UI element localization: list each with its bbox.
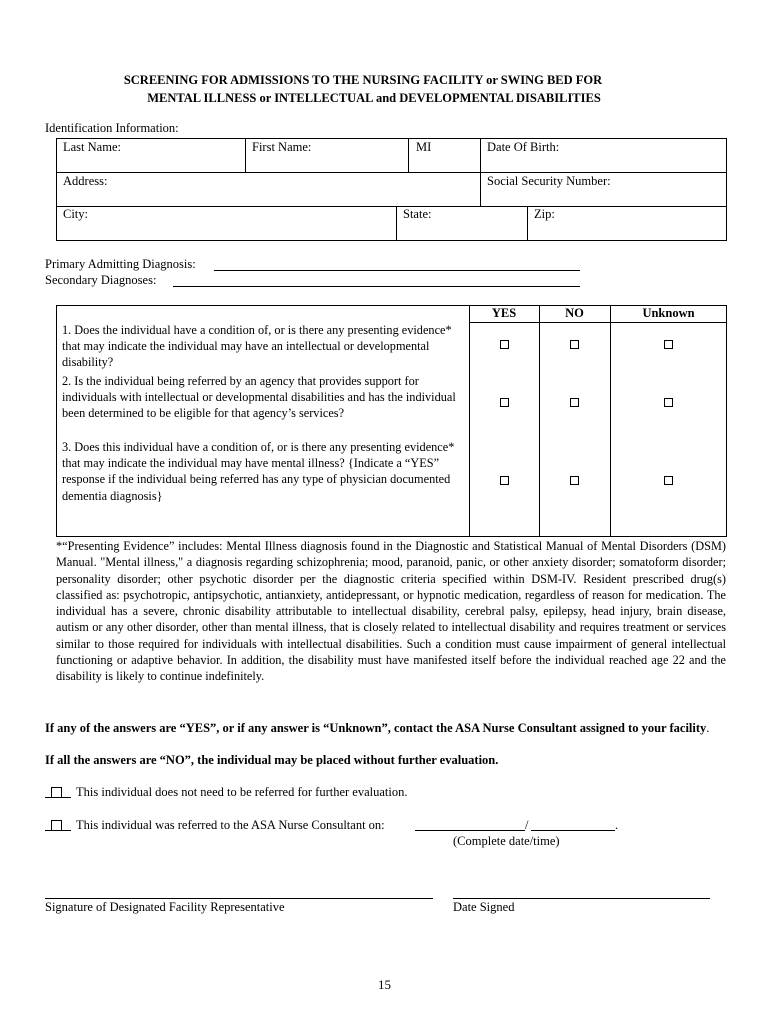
referred-checkbox[interactable]: [51, 820, 62, 831]
secondary-diagnosis-label: Secondary Diagnoses:: [45, 273, 157, 287]
date-signed-line[interactable]: [453, 898, 710, 899]
q2-yes-checkbox[interactable]: [500, 398, 509, 407]
title-line-1: SCREENING FOR ADMISSIONS TO THE NURSING FACILITY or SWING BED FOR: [123, 73, 603, 87]
signature-line[interactable]: [45, 898, 433, 899]
presenting-evidence-note: *“Presenting Evidence” includes: Mental Illness diagnosis found in the Diagnostic and Statistical Manual of Mental Disorders (DSM) Manual. "Mental illness," a diagnosis regarding schizophrenia; mood, paranoid, panic, or other anxiety disorder; somatoform disorder; personality disorder; other psychotic disorder per the diagnostic criteria specified within DSM-IV. Resident prescribed drug(s) classified as: psychotropic, antipsychotic, antianxiety, antidepressant, or hypnotic medication, regardless of reason for medication. The individual has a severe, chronic disability attributable to intellectual disability, cerebral palsy, epilepsy, head injury, brain disease, autism or any other disorder, other than mental illness, that is closely related to intellectual disability and requires treatment or services similar to those required for individuals with intellectual disabilities. Such a condition must cause impairment of general intellectual functioning or adaptive behavior. In addition, the disability must have manifested itself before the individual reached age 22 and the disability is likely to continue indefinitely.: [56, 539, 726, 684]
first-name-field[interactable]: First Name:: [252, 140, 312, 154]
q-col-divider: [539, 305, 540, 537]
q1-yes-checkbox[interactable]: [500, 340, 509, 349]
id-col-divider: [408, 138, 409, 172]
instruction-line-1: If any of the answers are “YES”, or if any answer is “Unknown”, contact the ASA Nurse Consultant assigned to your facility: [45, 721, 707, 735]
q1-unknown-checkbox[interactable]: [664, 340, 673, 349]
referral-period: .: [615, 818, 619, 832]
page-number: 15: [378, 977, 391, 992]
header-divider: [469, 322, 727, 323]
q1-no-checkbox[interactable]: [570, 340, 579, 349]
zip-field[interactable]: Zip:: [534, 207, 555, 221]
q2-unknown-checkbox[interactable]: [664, 398, 673, 407]
q3-yes-checkbox[interactable]: [500, 476, 509, 485]
q-col-divider: [610, 305, 611, 537]
header-no: NO: [565, 306, 584, 320]
dob-field[interactable]: Date Of Birth:: [487, 140, 560, 154]
last-name-field[interactable]: Last Name:: [63, 140, 121, 154]
date-signed-label: Date Signed: [453, 900, 515, 914]
instruction-no: If all the answers are “NO”, the individual may be placed without further evaluation.: [45, 753, 499, 767]
q2-no-checkbox[interactable]: [570, 398, 579, 407]
id-col-divider: [245, 138, 246, 172]
ssn-field[interactable]: Social Security Number:: [487, 174, 611, 188]
id-col-divider: [480, 138, 481, 206]
q3-no-checkbox[interactable]: [570, 476, 579, 485]
referral-date-input[interactable]: [415, 830, 525, 831]
state-field[interactable]: State:: [403, 207, 432, 221]
no-referral-checkbox[interactable]: [51, 787, 62, 798]
referred-text: This individual was referred to the ASA Nurse Consultant on:: [76, 818, 385, 832]
city-field[interactable]: City:: [63, 207, 89, 221]
primary-diagnosis-input[interactable]: [214, 270, 580, 271]
identification-table: [56, 138, 727, 241]
instruction-yes-unknown: [45, 720, 725, 736]
identification-heading: Identification Information:: [45, 121, 179, 135]
primary-diagnosis-label: Primary Admitting Diagnosis:: [45, 257, 196, 271]
id-row-divider-2: [56, 206, 727, 207]
date-slash: /: [525, 818, 529, 832]
title-line-2: MENTAL ILLNESS or INTELLECTUAL and DEVELOPMENTAL DISABILITIES: [147, 91, 601, 105]
question-2: 2. Is the individual being referred by an agency that provides support for individuals with intellectual or developmental disabilities and has the individual been determined to be eligible for that agency’s services?: [62, 374, 456, 421]
q-col-divider: [469, 305, 470, 537]
date-caption: (Complete date/time): [453, 834, 560, 848]
question-1: 1. Does the individual have a condition of, or is there any presenting evidence* that may indicate the individual may have an intellectual or developmental disability?: [62, 323, 452, 370]
id-col-divider: [527, 206, 528, 241]
question-3: 3. Does this individual have a condition of, or is there any presenting evidence* that may indicate the individual may have mental illness? {Indicate a “YES” response if the individual being referred has any type of physician documented dementia diagnosis}: [62, 440, 455, 503]
header-unknown: Unknown: [642, 306, 695, 320]
no-referral-text: This individual does not need to be referred for further evaluation.: [76, 785, 408, 799]
header-yes: YES: [491, 306, 517, 320]
referral-time-input[interactable]: [531, 830, 615, 831]
id-row-divider-1: [56, 172, 727, 173]
instruction-period: .: [706, 721, 710, 735]
address-field[interactable]: Address:: [63, 174, 108, 188]
signature-label: Signature of Designated Facility Representative: [45, 900, 285, 914]
secondary-diagnosis-input[interactable]: [173, 286, 580, 287]
mi-field[interactable]: MI: [416, 140, 432, 154]
q3-unknown-checkbox[interactable]: [664, 476, 673, 485]
id-col-divider: [396, 206, 397, 241]
